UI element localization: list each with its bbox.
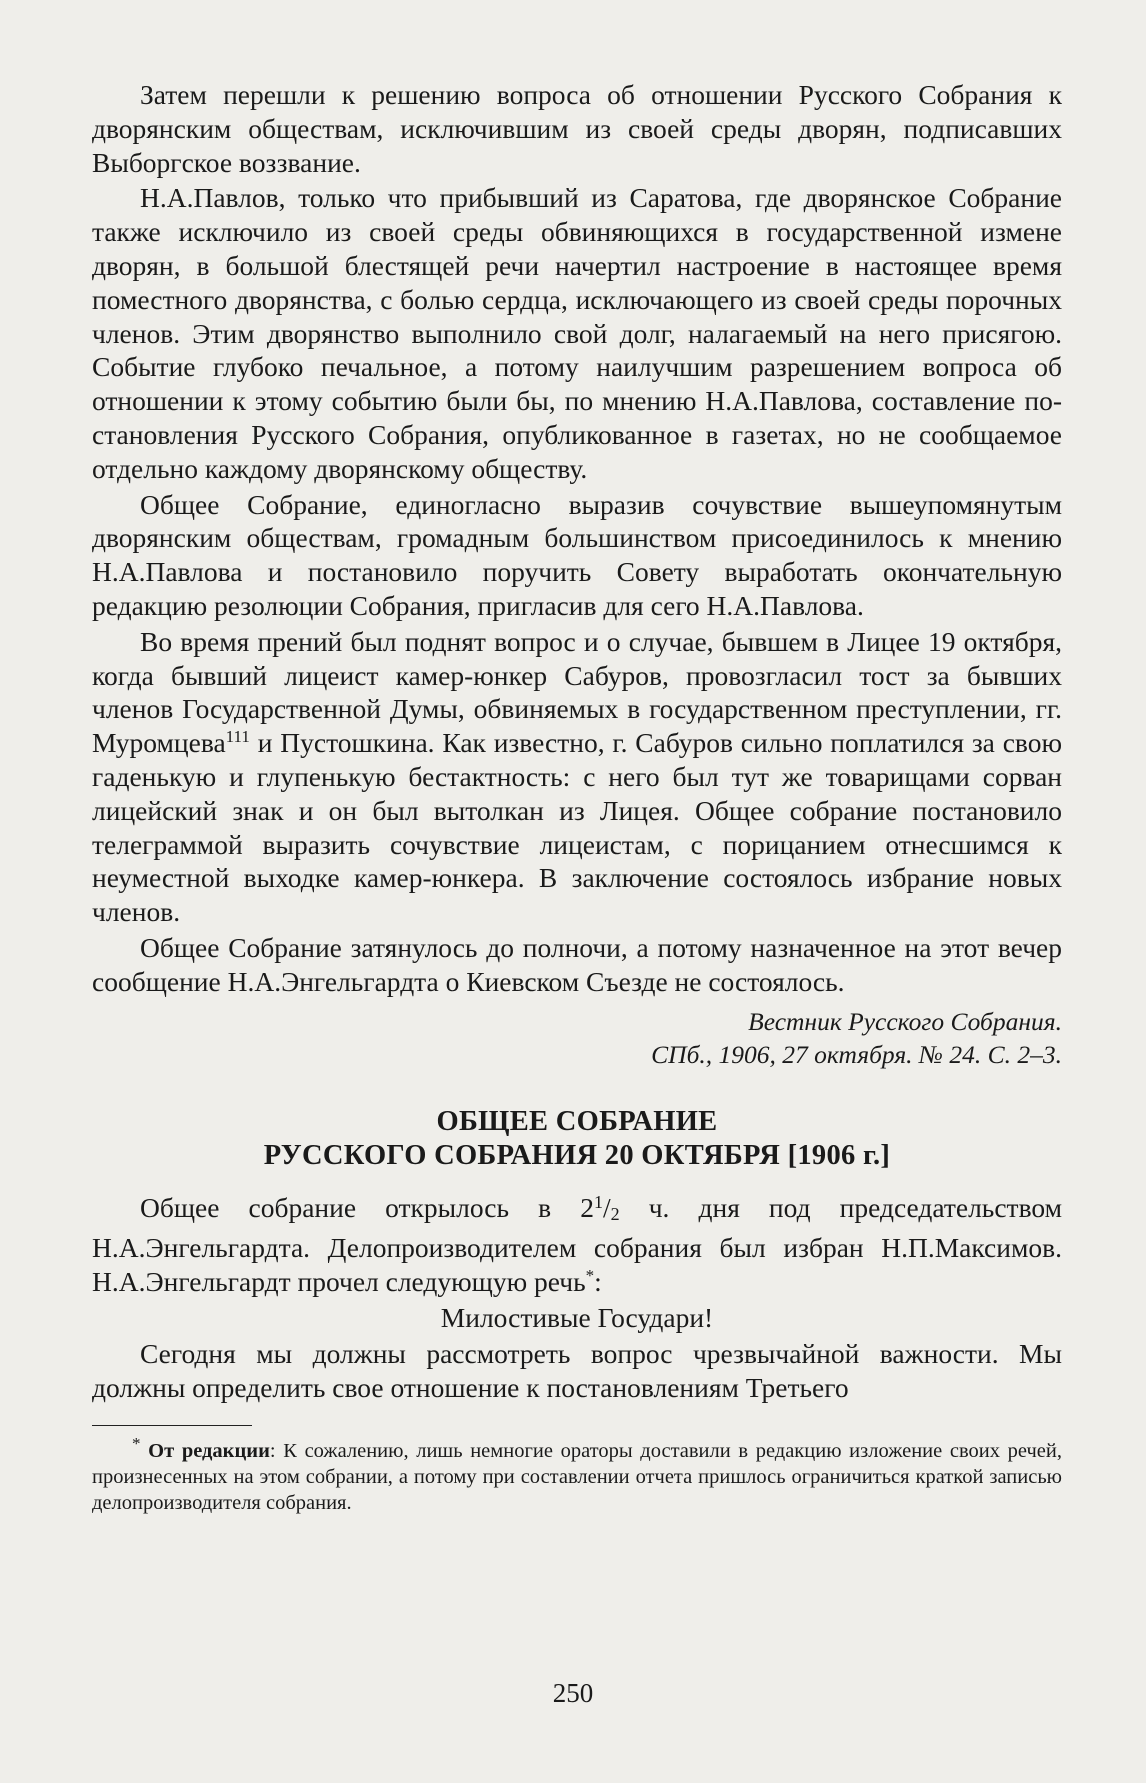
sabutov-text-after: и Пустошкина. Как известно, г. Сабуров сильно поплатился за свою гаденькую и глупенькую бестактность: с него был тут же товарищами сорван лицейский знак и он был вытолкан из Лицея. Общее собрание постановило телеграммой выразить сочувствие лицеистам, с порицанием отнесшимся к неуместной выходке камер-юнкера. В заключение состоялось избрание новых членов. (92, 727, 1062, 928)
footnote-ref-111: 111 (225, 726, 250, 746)
source-title: Вестник Русского Собрания. (748, 1006, 1062, 1036)
text-column (92, 78, 1062, 1516)
section-title-line1: ОБЩЕЕ СОБРАНИЕ (436, 1105, 718, 1137)
paragraph-opening (92, 1191, 1062, 1299)
footnote (92, 1433, 1062, 1516)
footnote-ref-asterisk: * (585, 1265, 595, 1285)
source-citation (92, 1005, 1062, 1071)
opening-text-end: : (594, 1266, 602, 1298)
paragraph-speech-start: Сегодня мы должны рассмотреть вопрос чрезвычайной важности. Мы должны определить свое отношение к постановлениям Третьего (92, 1337, 1062, 1403)
sabutov-text-before: Во время прений был поднят вопрос и о случае, бывшем в Лицее 19 октября, когда бывший лицеист камер-юнкер Сабуров, провозгласил тост за бывших членов Государственной Думы, обвиняемых в государственном преступлении, гг. Муромцева (92, 625, 1062, 759)
footnote-text: : К сожалению, лишь немногие ораторы доставили в редакцию изложение своих речей, произнесенных на этом собрании, а потому при составлении отчета пришлось ограничиться краткой записью делопроизводителя собрания. (92, 1439, 1062, 1514)
fraction-denominator: 2 (610, 1203, 620, 1224)
fraction-numerator: 1 (593, 1191, 603, 1212)
opening-text-after: ч. дня под председательством Н.А.Энгельгардта. Делопроизводителем собрания был избран Н.П.Максимов. Н.А.Энгельгардт прочел следующую речь (92, 1191, 1062, 1298)
section-title-line2: РУССКОГО СОБРАНИЯ 20 ОКТЯБРЯ [1906 г.] (263, 1139, 891, 1171)
footnote-label: От редакции (148, 1439, 270, 1462)
paragraph-noble-societies: Затем перешли к решению вопроса об отношении Русского Собрания к дворянским обществам, исключившим из своей среды дворян, подписавших Выборгское воззвание. (92, 79, 1062, 178)
speech-address: Милостивые Государи! (440, 1301, 714, 1333)
paragraph-general-assembly-decision: Общее Собрание, единогласно выразив сочувствие вышеупомянутым дворянским обществам, громадным большинством присоединилось к мнению Н.А.Павлова и постановило поручить Совету выработать окончательную редакцию резолюции Собрания, пригласив для сего Н.А.Павлова. (92, 488, 1062, 621)
page-number: 250 (552, 1678, 594, 1708)
paragraph-closing: Общее Собрание затянулось до полночи, а потому назначенное на этот вечер сообщение Н.А.Энгельгардта о Киевском Съезде не состоялось. (92, 931, 1062, 997)
opening-text-before: Общее собрание открылось в 2 (140, 1191, 594, 1223)
paragraph-pavlov-speech: Н.А.Павлов, только что прибывший из Саратова, где дворянское Собрание также исключило из своей среды обвиняющихся в государственной измене дворян, в большой блестящей речи начертил настроение в настоящее время поместного дворянства, с болью сердца, исключающего из своей среды порочных членов. Этим дворянство выполнило свой долг, налагаемый на него присягою. Событие глубоко печальное, а потому наилучшим разрешением вопроса об отношении к этому событию были бы, по мнению Н.А.Павлова, составление постановления Русского Собрания, опубликованное в газетах, но не сообщаемое отдельно каждому дворянскому обществу. (92, 182, 1062, 484)
paragraph-sabutov-incident (92, 625, 1062, 929)
source-details: СПб., 1906, 27 октября. № 24. С. 2–3. (651, 1039, 1062, 1069)
footnote-mark: * (132, 1433, 141, 1453)
fraction-half: $^1/_2$ (593, 1191, 620, 1224)
section-title (92, 1105, 1062, 1173)
footnote-divider (92, 1425, 252, 1426)
